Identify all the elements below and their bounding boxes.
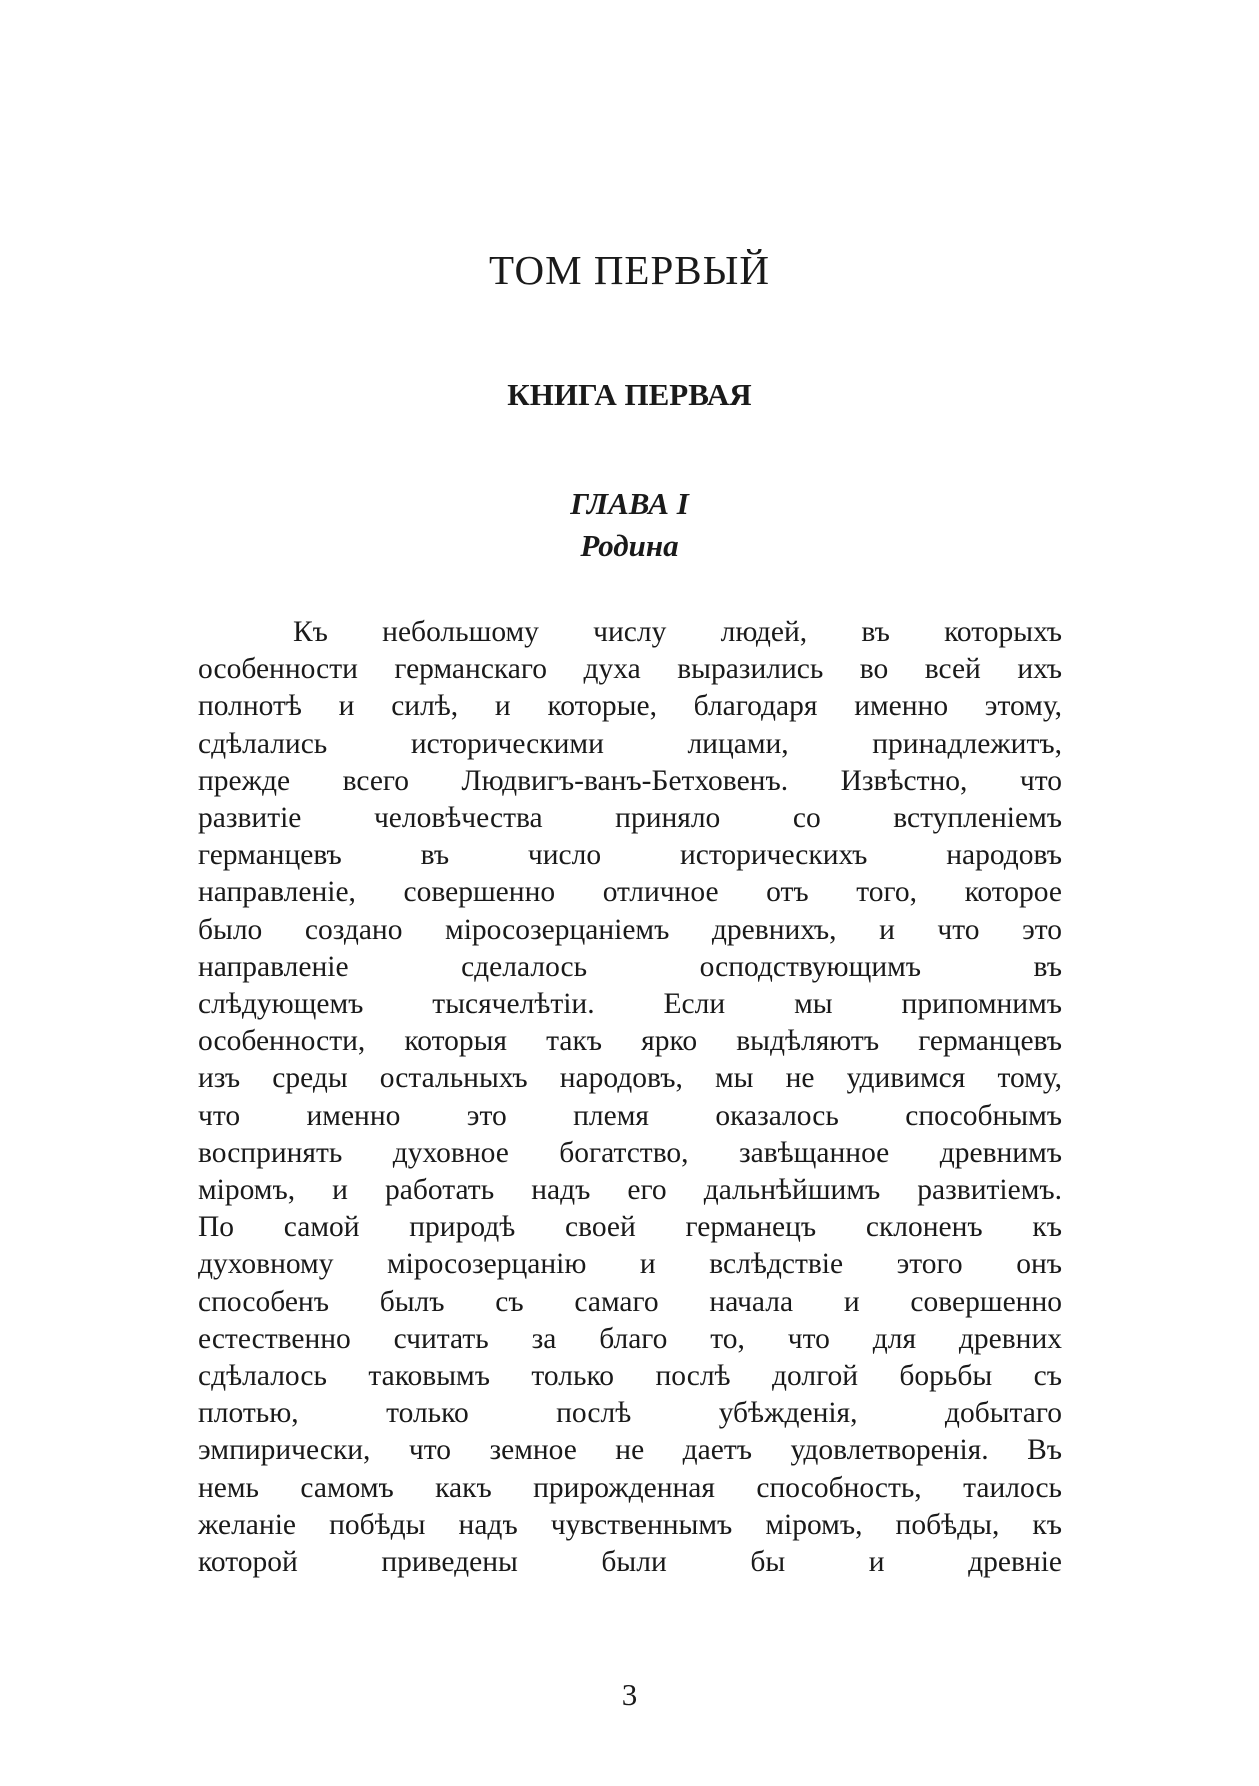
page-number: 3 (621, 1677, 638, 1712)
paragraph-line: духовному міросозерцанію и вслѣдствіе этого онъ (198, 1248, 1062, 1281)
chapter-heading (0, 483, 1259, 567)
paragraph-line: изъ среды остальныхъ народовъ, мы не удивимся тому, (198, 1062, 1062, 1095)
chapter-number: ГЛАВА I (570, 486, 689, 521)
paragraph-line: было создано міросозерцаніемъ древнихъ, и что это (198, 913, 1062, 946)
paragraph-line: эмпирически, что земное не даетъ удовлетворенія. Въ (198, 1434, 1062, 1467)
paragraph-line: сдѣлались историческими лицами, принадлежитъ, (198, 727, 1062, 760)
paragraph-line: что именно это племя оказалось способнымъ (198, 1099, 1062, 1132)
paragraph-line: полнотѣ и силѣ, и которые, благодаря именно этому, (198, 690, 1062, 723)
paragraph-line: немь самомъ какъ прирожденная способность, таилось (198, 1471, 1062, 1504)
paragraph-line: особенности, которыя такъ ярко выдѣляютъ германцевъ (198, 1025, 1062, 1058)
book-title: КНИГА ПЕРВАЯ (507, 377, 752, 412)
paragraph-line: міромъ, и работать надъ его дальнѣйшимъ развитіемъ. (198, 1174, 1062, 1207)
chapter-title: Родина (580, 528, 679, 563)
paragraph-line: прежде всего Людвигъ-ванъ-Бетховенъ. Извѣстно, что (198, 764, 1062, 797)
paragraph-line: сдѣлалось таковымъ только послѣ долгой борьбы съ (198, 1360, 1062, 1393)
paragraph-line: развитіе человѣчества приняло со вступленіемъ (198, 802, 1062, 835)
paragraph-line: Къ небольшому числу людей, въ которыхъ (293, 616, 1062, 648)
paragraph-line: германцевъ въ число историческихъ народовъ (198, 839, 1062, 872)
paragraph-line: воспринять духовное богатство, завѣщанное древнимъ (198, 1136, 1062, 1169)
volume-title: ТОМ ПЕРВЫЙ (489, 247, 770, 293)
paragraph-line: способенъ былъ съ самаго начала и совершенно (198, 1285, 1062, 1318)
paragraph-line: естественно считать за благо то, что для древних (198, 1322, 1062, 1355)
paragraph-line: плотью, только послѣ убѣжденія, добытаго (198, 1397, 1062, 1430)
paragraph-line: слѣдующемъ тысячелѣтіи. Если мы припомнимъ (198, 988, 1062, 1021)
paragraph-line: направленіе, совершенно отличное отъ того, которое (198, 876, 1062, 909)
paragraph-line: По самой природѣ своей германецъ склоненъ къ (198, 1211, 1062, 1244)
paragraph-line: желаніе побѣды надъ чувственнымъ міромъ, побѣды, къ (198, 1508, 1062, 1541)
paragraph-line: направленіе сделалось осподствующимъ въ (198, 950, 1062, 983)
paragraph-line: особенности германскаго духа выразились во всей ихъ (198, 653, 1062, 686)
paragraph-line: которой приведены были бы и древніе (198, 1546, 1062, 1579)
chapter-paragraph (198, 614, 1062, 1581)
